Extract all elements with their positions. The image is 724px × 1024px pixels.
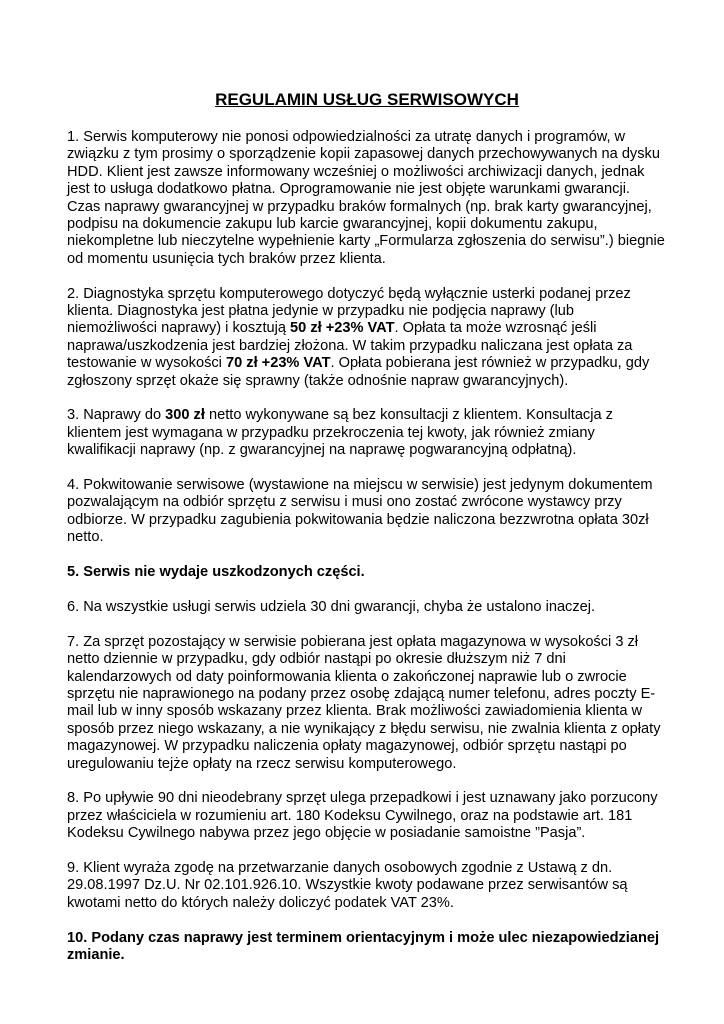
paragraph-9: 9. Klient wyraża zgodę na przetwarzanie danych osobowych zgodnie z Ustawą z dn. 29.08.1997 Dz.U. Nr 02.101.926.10. Wszystkie kwoty podawane przez serwisantów są kwotami netto do których należy doliczyć podatek VAT 23%. [67, 859, 628, 911]
testing-fee: 70 zł +23% VAT [225, 355, 331, 372]
paragraph-1: 1. Serwis komputerowy nie ponosi odpowiedzialności za utratę danych i programów, w związku z tym prosimy o sporządzenie kopii zapasowej danych przechowywanych na dysku HDD. Klient jest zawsze informowany wcześniej o możliwości archiwizacji danych, jednak jest to usługa dodatkowo płatna. Oprogramowanie nie jest objęte warunkami gwarancji. Czas naprawy gwarancyjnej w przypadku braków formalnych (np. brak karty gwarancyjnej, podpisu na dokumencie zakupu lub karcie gwarancyjnej, kopii dokumentu zakupu, niekompletne lub nieczytelne wypełnienie karty „Formularza zgłoszenia do serwisu”.) biegnie od momentu usunięcia tych braków przez klienta. [67, 129, 665, 267]
paragraph-3-text-c: netto wykonywane są bez konsultacji z klientem. Konsultacja z klientem jest wymagana w przypadku przekroczenia tej kwoty, jak również zmiany kwalifikacji naprawy (np. z gwarancyjnej na naprawę pogwarancyjną odpłatną). [67, 407, 613, 459]
paragraph-2 [67, 286, 667, 390]
paragraph-8: 8. Po upływie 90 dni nieodebrany sprzęt ulega przepadkowi i jest uznawany jako porzucony przez właściciela w rozumieniu art. 180 Kodeksu Cywilnego, oraz na podstawie art. 181 Kodeksu Cywilnego nabywa przez jego objęcie w posiadanie samoistne ”Pasja”. [67, 790, 658, 842]
paragraph-4: 4. Pokwitowanie serwisowe (wystawione na miejscu w serwisie) jest jedynym dokumentem pozwalającym na odbiór sprzętu z serwisu i musi ono zostać zwrócone wystawcy przy odbiorze. W przypadku zagubienia pokwitowania będzie naliczona bezzwrotna opłata 30zł netto. [67, 477, 653, 546]
paragraph-5: 5. Serwis nie wydaje uszkodzonych części. [67, 564, 365, 581]
document-page [67, 90, 667, 982]
paragraph-3-text-a: 3. Naprawy do [67, 407, 166, 424]
repair-limit: 300 zł [165, 407, 205, 424]
paragraph-2-text-a: 2. Diagnostyka sprzętu komputerowego dotyczyć będą wyłącznie usterki podanej przez klienta. Diagnostyka jest płatna jedynie w przypadku nie podjęcia naprawy (lub niemożliwości naprawy) i kosztują [67, 285, 631, 337]
paragraph-2-text-c: . Opłata ta może wzrosnąć jeśli naprawa/uszkodzenia jest bardziej złożona. W takim przypadku naliczana jest opłata za testowanie w wysokości [67, 320, 633, 372]
paragraph-10: 10. Podany czas naprawy jest terminem orientacyjnym i może ulec niezapowiedzianej zmianie. [67, 929, 660, 963]
paragraph-3 [67, 407, 667, 459]
document-title: REGULAMIN USŁUG SERWISOWYCH [215, 90, 519, 109]
paragraph-6: 6. Na wszystkie usługi serwis udziela 30 dni gwarancji, chyba że ustalono inaczej. [67, 598, 596, 615]
paragraph-2-text-e: . Opłata pobierana jest również w przypadku, gdy zgłoszony sprzęt okaże się sprawny (także odnośnie napraw gwarancyjnych). [67, 355, 650, 389]
diagnostic-fee: 50 zł +23% VAT [290, 320, 395, 337]
paragraph-7: 7. Za sprzęt pozostający w serwisie pobierana jest opłata magazynowa w wysokości 3 zł netto dziennie w przypadku, gdy odbiór nastąpi po okresie dłuższym niż 7 dni kalendarzowych od daty poinformowania klienta o zakończonej naprawie lub o zwrocie sprzętu nie naprawionego na podany przez osobę zdającą numer telefonu, adres poczty E-mail lub w inny sposób wskazany przez klienta. Brak możliwości zawiadomienia klienta w sposób przez niego wskazany, a nie wynikający z błędu serwisu, nie zwalnia klienta z opłaty magazynowej. W przypadku naliczenia opłaty magazynowej, odbiór sprzętu nastąpi po uregulowaniu tejże opłaty na rzecz serwisu komputerowego. [67, 633, 661, 772]
